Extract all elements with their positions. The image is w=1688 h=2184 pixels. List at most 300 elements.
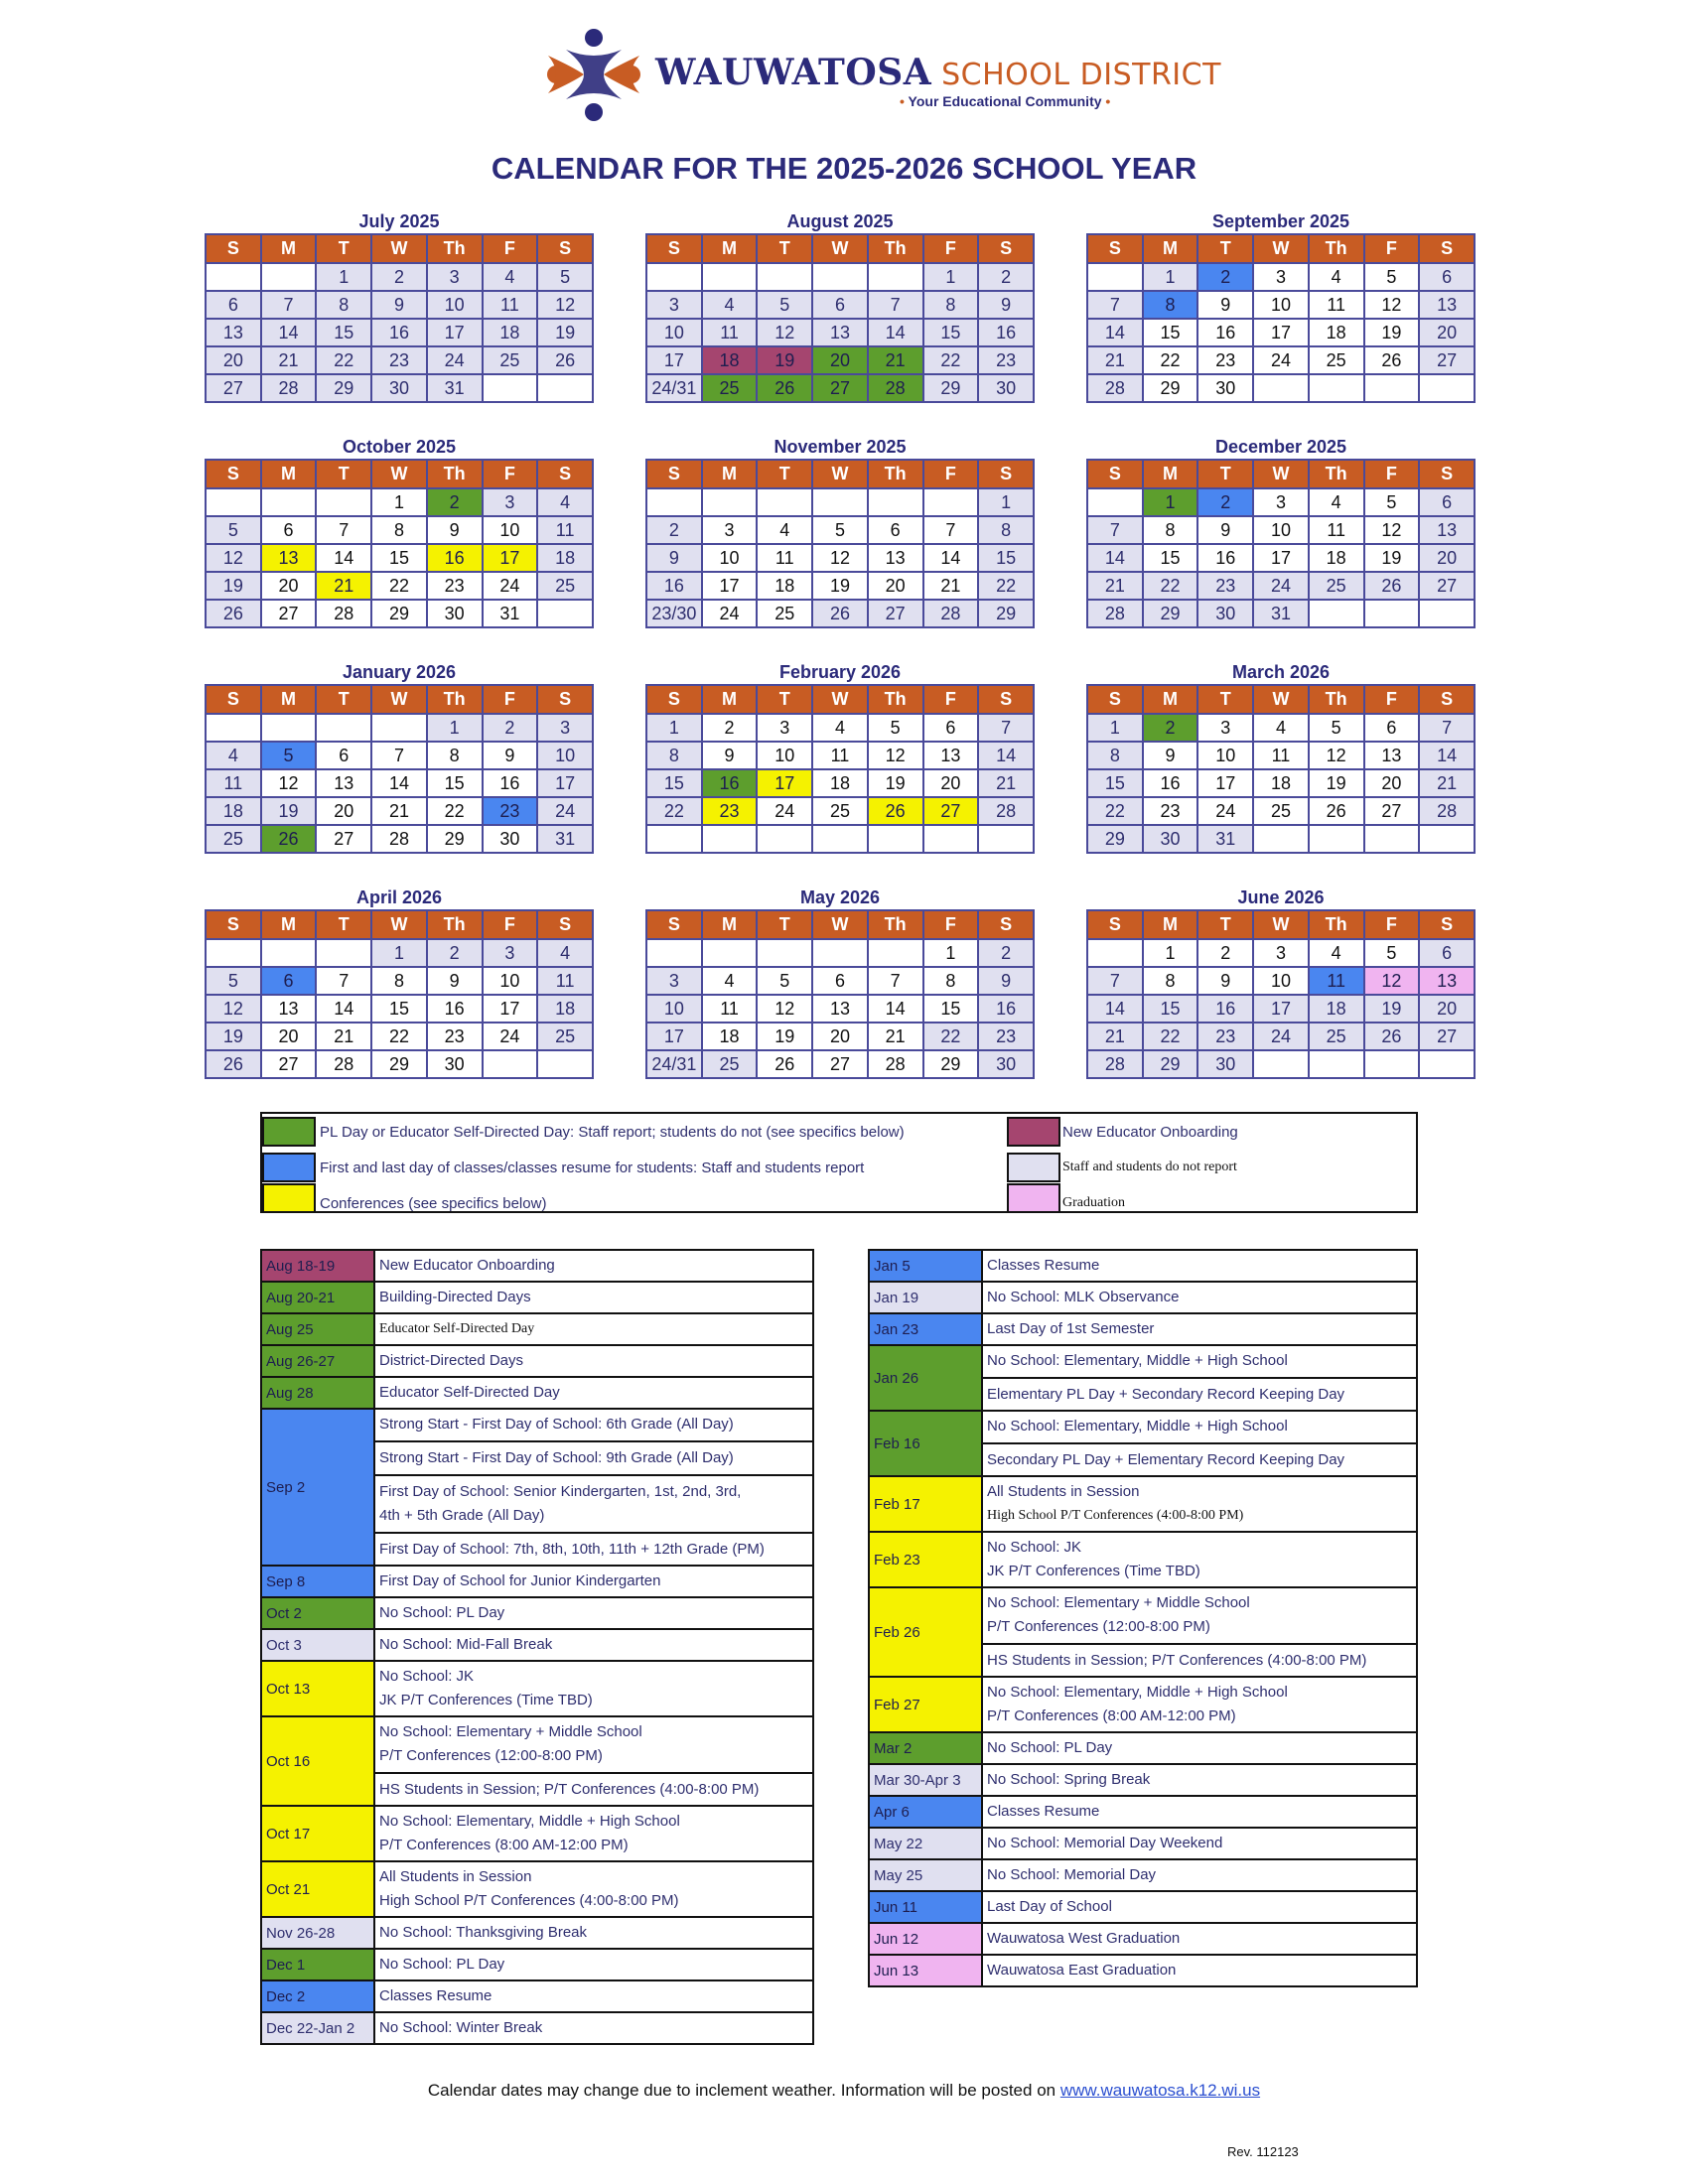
day-cell: 11 <box>702 995 758 1023</box>
day-cell: 22 <box>646 797 702 825</box>
day-cell: 28 <box>1087 374 1143 402</box>
day-cell: 5 <box>1364 488 1420 516</box>
weekday-header: T <box>757 910 812 939</box>
event-date: Oct 17 <box>261 1806 374 1861</box>
day-cell: 15 <box>978 544 1034 572</box>
event-description <box>374 1250 813 1282</box>
weekday-header: W <box>1253 460 1309 488</box>
event-line: No School: Elementary + Middle School <box>987 1594 1250 1611</box>
event-row <box>869 1476 1417 1532</box>
day-cell: 27 <box>261 600 317 627</box>
event-description <box>982 1859 1417 1891</box>
event-line: Wauwatosa West Graduation <box>987 1930 1181 1947</box>
month-calendar <box>1086 209 1476 403</box>
day-cell: 11 <box>537 516 593 544</box>
event-row <box>261 1980 813 2012</box>
weekday-header: F <box>1364 685 1420 714</box>
empty-day-cell <box>1364 825 1420 853</box>
event-date: May 25 <box>869 1859 982 1891</box>
event-line: Wauwatosa East Graduation <box>987 1962 1177 1979</box>
day-cell: 29 <box>371 1050 427 1078</box>
day-cell: 12 <box>757 995 812 1023</box>
weekday-header: W <box>371 234 427 263</box>
weekday-header: S <box>646 460 702 488</box>
event-row <box>261 1716 813 1806</box>
weekday-header: Th <box>868 460 923 488</box>
day-cell: 18 <box>1309 319 1364 346</box>
day-cell: 1 <box>923 263 979 291</box>
month-title: September 2025 <box>1211 211 1350 231</box>
day-cell: 23 <box>371 346 427 374</box>
day-cell: 9 <box>1197 967 1253 995</box>
day-cell: 26 <box>868 797 923 825</box>
event-line: Elementary PL Day + Secondary Record Keeping Day <box>983 1377 1416 1407</box>
day-cell: 1 <box>1087 714 1143 742</box>
legend-swatch <box>1007 1153 1060 1182</box>
event-row <box>261 1409 813 1566</box>
day-cell: 6 <box>1364 714 1420 742</box>
day-cell: 26 <box>812 600 868 627</box>
day-cell: 13 <box>812 995 868 1023</box>
day-cell: 8 <box>427 742 483 769</box>
empty-day-cell <box>868 825 923 853</box>
event-line: No School: Spring Break <box>987 1771 1151 1788</box>
event-date: Jan 5 <box>869 1250 982 1282</box>
empty-day-cell <box>702 488 758 516</box>
event-description <box>982 1732 1417 1764</box>
event-line: No School: PL Day <box>987 1739 1113 1756</box>
weekday-header: S <box>978 234 1034 263</box>
empty-day-cell <box>316 488 371 516</box>
day-cell: 30 <box>978 1050 1034 1078</box>
empty-day-cell <box>923 488 979 516</box>
day-cell: 11 <box>1309 967 1364 995</box>
event-date: Oct 16 <box>261 1716 374 1806</box>
month-calendar <box>205 435 594 628</box>
day-cell: 2 <box>427 488 483 516</box>
day-cell: 29 <box>923 374 979 402</box>
event-description <box>374 1629 813 1661</box>
day-cell: 9 <box>702 742 758 769</box>
day-cell: 2 <box>646 516 702 544</box>
event-row <box>869 1282 1417 1313</box>
day-cell: 25 <box>1309 572 1364 600</box>
day-cell: 31 <box>537 825 593 853</box>
legend-swatch <box>1007 1183 1060 1213</box>
day-cell: 27 <box>812 1050 868 1078</box>
event-line: Strong Start - First Day of School: 6th Grade (All Day) <box>379 1416 734 1433</box>
weekday-header: M <box>702 234 758 263</box>
day-cell: 28 <box>1419 797 1475 825</box>
weekday-header: W <box>812 910 868 939</box>
legend-label: PL Day or Educator Self-Directed Day: Staff report; students do not (see specifics below) <box>320 1124 905 1141</box>
day-cell: 6 <box>1419 488 1475 516</box>
day-cell: 12 <box>1364 516 1420 544</box>
empty-day-cell <box>757 939 812 967</box>
day-cell: 21 <box>316 572 371 600</box>
day-cell: 20 <box>812 346 868 374</box>
day-cell: 10 <box>702 544 758 572</box>
district-logo-mark-icon <box>544 28 643 122</box>
day-cell: 22 <box>923 346 979 374</box>
day-cell: 29 <box>1143 600 1198 627</box>
footer-note: Calendar dates may change due to inclement weather. Information will be posted on www.wauwatosa.k12.wi.us <box>427 2081 1261 2100</box>
day-cell: 14 <box>978 742 1034 769</box>
day-cell: 12 <box>206 995 261 1023</box>
weekday-header: W <box>812 685 868 714</box>
day-cell: 22 <box>923 1023 979 1050</box>
day-cell: 21 <box>1087 572 1143 600</box>
weekday-header: W <box>1253 234 1309 263</box>
event-date: Jan 23 <box>869 1313 982 1345</box>
day-cell: 2 <box>1143 714 1198 742</box>
month-calendar <box>205 886 594 1079</box>
day-cell: 19 <box>1364 995 1420 1023</box>
day-cell: 16 <box>427 544 483 572</box>
event-row <box>869 1411 1417 1476</box>
day-cell: 13 <box>1419 516 1475 544</box>
day-cell: 28 <box>261 374 317 402</box>
district-website-link[interactable]: www.wauwatosa.k12.wi.us <box>1059 2081 1261 2100</box>
event-date: Feb 27 <box>869 1677 982 1732</box>
empty-day-cell <box>646 939 702 967</box>
day-cell: 2 <box>1197 939 1253 967</box>
day-cell: 5 <box>206 967 261 995</box>
day-cell: 11 <box>483 291 538 319</box>
district-name: WAUWATOSA SCHOOL DISTRICT <box>655 52 1221 93</box>
day-cell: 19 <box>261 797 317 825</box>
empty-day-cell <box>1253 1050 1309 1078</box>
legend-label: Conferences (see specifics below) <box>320 1195 547 1212</box>
event-date: Jan 26 <box>869 1345 982 1411</box>
weekday-header: S <box>978 685 1034 714</box>
day-cell: 28 <box>923 600 979 627</box>
weekday-header: Th <box>868 234 923 263</box>
event-date: Feb 16 <box>869 1411 982 1476</box>
day-cell: 17 <box>483 995 538 1023</box>
event-description <box>374 1313 813 1345</box>
weekday-header: T <box>757 685 812 714</box>
day-cell: 1 <box>1143 488 1198 516</box>
day-cell: 25 <box>1253 797 1309 825</box>
event-row <box>261 1377 813 1409</box>
day-cell: 10 <box>537 742 593 769</box>
day-cell: 8 <box>1087 742 1143 769</box>
day-cell: 24/31 <box>646 1050 702 1078</box>
day-cell: 22 <box>371 1023 427 1050</box>
day-cell: 5 <box>1309 714 1364 742</box>
event-date: Aug 20-21 <box>261 1282 374 1313</box>
day-cell: 18 <box>537 995 593 1023</box>
empty-day-cell <box>978 825 1034 853</box>
day-cell: 18 <box>702 346 758 374</box>
event-row <box>869 1764 1417 1796</box>
empty-day-cell <box>483 374 538 402</box>
weekday-header: W <box>371 460 427 488</box>
day-cell: 21 <box>868 1023 923 1050</box>
day-cell: 15 <box>923 319 979 346</box>
event-line: No School: Memorial Day Weekend <box>987 1835 1223 1851</box>
weekday-header: T <box>1197 460 1253 488</box>
event-line: First Day of School for Junior Kindergarten <box>379 1572 661 1589</box>
day-cell: 6 <box>812 967 868 995</box>
event-row <box>261 1661 813 1716</box>
day-cell: 7 <box>978 714 1034 742</box>
day-cell: 14 <box>316 544 371 572</box>
day-cell: 13 <box>923 742 979 769</box>
day-cell: 28 <box>1087 600 1143 627</box>
day-cell: 30 <box>427 1050 483 1078</box>
month-title: November 2025 <box>774 437 907 457</box>
empty-day-cell <box>868 488 923 516</box>
empty-day-cell <box>1364 1050 1420 1078</box>
day-cell: 6 <box>868 516 923 544</box>
event-row <box>869 1345 1417 1411</box>
empty-day-cell <box>1419 1050 1475 1078</box>
day-cell: 14 <box>868 995 923 1023</box>
day-cell: 8 <box>371 967 427 995</box>
empty-day-cell <box>261 488 317 516</box>
events-table-right <box>868 1249 1418 1987</box>
day-cell: 19 <box>1364 544 1420 572</box>
event-line: No School: Elementary, Middle + High School <box>379 1813 680 1830</box>
day-cell: 29 <box>371 600 427 627</box>
day-cell: 29 <box>978 600 1034 627</box>
day-cell: 13 <box>316 769 371 797</box>
day-cell: 15 <box>1143 544 1198 572</box>
weekday-header: M <box>1143 685 1198 714</box>
event-line: High School P/T Conferences (4:00-8:00 PM) <box>379 1892 679 1909</box>
day-cell: 17 <box>1253 544 1309 572</box>
day-cell: 29 <box>923 1050 979 1078</box>
weekday-header: F <box>483 234 538 263</box>
day-cell: 23 <box>978 1023 1034 1050</box>
weekday-header: T <box>1197 234 1253 263</box>
day-cell: 4 <box>1253 714 1309 742</box>
empty-day-cell <box>371 714 427 742</box>
event-line: High School P/T Conferences (4:00-8:00 PM) <box>987 1508 1244 1523</box>
day-cell: 31 <box>427 374 483 402</box>
day-cell: 31 <box>483 600 538 627</box>
weekday-header: S <box>1087 910 1143 939</box>
empty-day-cell <box>812 825 868 853</box>
weekday-header: S <box>537 910 593 939</box>
day-cell: 8 <box>1143 291 1198 319</box>
day-cell: 28 <box>316 1050 371 1078</box>
event-description <box>982 1476 1417 1532</box>
event-date: Mar 30-Apr 3 <box>869 1764 982 1796</box>
day-cell: 8 <box>923 291 979 319</box>
day-cell: 3 <box>1253 263 1309 291</box>
empty-day-cell <box>1309 374 1364 402</box>
event-line: New Educator Onboarding <box>379 1257 555 1274</box>
month-title: July 2025 <box>358 211 440 231</box>
day-cell: 26 <box>1364 346 1420 374</box>
empty-day-cell <box>812 263 868 291</box>
event-line: No School: PL Day <box>379 1604 505 1621</box>
day-cell: 17 <box>646 1023 702 1050</box>
day-cell: 27 <box>1419 572 1475 600</box>
legend-label: First and last day of classes/classes resume for students: Staff and students report <box>320 1160 865 1176</box>
day-cell: 17 <box>537 769 593 797</box>
day-cell: 12 <box>1364 291 1420 319</box>
day-cell: 4 <box>1309 939 1364 967</box>
day-cell: 15 <box>1143 995 1198 1023</box>
event-row <box>869 1587 1417 1677</box>
event-line: No School: Elementary, Middle + High School <box>987 1352 1288 1369</box>
empty-day-cell <box>537 374 593 402</box>
day-cell: 17 <box>1253 319 1309 346</box>
weekday-header: T <box>757 234 812 263</box>
day-cell: 11 <box>1309 516 1364 544</box>
event-date: Oct 2 <box>261 1597 374 1629</box>
day-cell: 8 <box>316 291 371 319</box>
weekday-header: T <box>316 685 371 714</box>
legend-label: Graduation <box>1062 1195 1125 1210</box>
day-cell: 25 <box>702 374 758 402</box>
day-cell: 31 <box>1197 825 1253 853</box>
event-date: Feb 17 <box>869 1476 982 1532</box>
day-cell: 27 <box>812 374 868 402</box>
weekday-header: W <box>371 910 427 939</box>
event-line: No School: JK <box>987 1539 1082 1556</box>
empty-day-cell <box>1253 374 1309 402</box>
day-cell: 13 <box>812 319 868 346</box>
event-date: Jun 11 <box>869 1891 982 1923</box>
day-cell: 15 <box>371 995 427 1023</box>
day-cell: 12 <box>261 769 317 797</box>
day-cell: 2 <box>371 263 427 291</box>
day-cell: 26 <box>206 1050 261 1078</box>
day-cell: 26 <box>1364 572 1420 600</box>
weekday-header: Th <box>1309 685 1364 714</box>
event-line: All Students in Session <box>379 1868 532 1885</box>
event-line: No School: PL Day <box>379 1956 505 1973</box>
event-line: Educator Self-Directed Day <box>379 1321 535 1336</box>
day-cell: 14 <box>1419 742 1475 769</box>
weekday-header: W <box>1253 910 1309 939</box>
event-line: 4th + 5th Grade (All Day) <box>379 1507 545 1524</box>
event-description <box>982 1282 1417 1313</box>
day-cell: 4 <box>537 488 593 516</box>
empty-day-cell <box>261 939 317 967</box>
day-cell: 28 <box>371 825 427 853</box>
day-cell: 15 <box>646 769 702 797</box>
event-date: Feb 26 <box>869 1587 982 1677</box>
day-cell: 22 <box>1143 346 1198 374</box>
day-cell: 19 <box>1309 769 1364 797</box>
day-cell: 30 <box>1197 600 1253 627</box>
day-cell: 6 <box>316 742 371 769</box>
day-cell: 11 <box>537 967 593 995</box>
day-cell: 3 <box>483 488 538 516</box>
event-line: No School: MLK Observance <box>987 1289 1180 1305</box>
day-cell: 18 <box>702 1023 758 1050</box>
day-cell: 1 <box>316 263 371 291</box>
day-cell: 26 <box>1309 797 1364 825</box>
day-cell: 20 <box>1419 544 1475 572</box>
weekday-header: S <box>1087 234 1143 263</box>
month-title: March 2026 <box>1231 662 1331 682</box>
empty-day-cell <box>316 714 371 742</box>
day-cell: 23 <box>483 797 538 825</box>
day-cell: 25 <box>812 797 868 825</box>
day-cell: 11 <box>1253 742 1309 769</box>
empty-day-cell <box>206 939 261 967</box>
day-cell: 24/31 <box>646 374 702 402</box>
day-cell: 1 <box>1143 939 1198 967</box>
day-cell: 26 <box>261 825 317 853</box>
event-row <box>261 1597 813 1629</box>
event-line: District-Directed Days <box>379 1352 524 1369</box>
weekday-header: S <box>1419 910 1475 939</box>
weekday-header: F <box>1364 460 1420 488</box>
empty-day-cell <box>1419 600 1475 627</box>
legend-swatch <box>262 1183 316 1213</box>
weekday-header: S <box>1419 460 1475 488</box>
day-cell: 20 <box>1419 995 1475 1023</box>
day-cell: 18 <box>537 544 593 572</box>
day-cell: 3 <box>646 291 702 319</box>
empty-day-cell <box>1087 939 1143 967</box>
day-cell: 10 <box>646 319 702 346</box>
day-cell: 22 <box>978 572 1034 600</box>
day-cell: 3 <box>1253 488 1309 516</box>
weekday-header: S <box>537 234 593 263</box>
day-cell: 11 <box>812 742 868 769</box>
month-calendar <box>205 660 594 854</box>
weekday-header: S <box>1419 685 1475 714</box>
day-cell: 4 <box>1309 488 1364 516</box>
day-cell: 16 <box>483 769 538 797</box>
event-row <box>869 1859 1417 1891</box>
weekday-header: T <box>757 460 812 488</box>
event-row <box>869 1923 1417 1955</box>
weekday-header: F <box>923 460 979 488</box>
event-description <box>374 1949 813 1980</box>
event-line: Last Day of 1st Semester <box>987 1320 1155 1337</box>
day-cell: 7 <box>868 967 923 995</box>
day-cell: 25 <box>757 600 812 627</box>
day-cell: 24 <box>1253 572 1309 600</box>
event-line: P/T Conferences (12:00-8:00 PM) <box>379 1747 603 1764</box>
day-cell: 5 <box>206 516 261 544</box>
weekday-header: F <box>1364 910 1420 939</box>
day-cell: 29 <box>1143 374 1198 402</box>
day-cell: 4 <box>812 714 868 742</box>
day-cell: 25 <box>1309 1023 1364 1050</box>
day-cell: 22 <box>1143 1023 1198 1050</box>
event-row <box>261 1629 813 1661</box>
day-cell: 10 <box>483 967 538 995</box>
day-cell: 1 <box>978 488 1034 516</box>
event-line: No School: Elementary, Middle + High School <box>987 1684 1288 1701</box>
day-cell: 9 <box>371 291 427 319</box>
weekday-header: Th <box>1309 234 1364 263</box>
weekday-header: Th <box>868 685 923 714</box>
event-date: Apr 6 <box>869 1796 982 1828</box>
day-cell: 10 <box>1253 291 1309 319</box>
day-cell: 3 <box>1197 714 1253 742</box>
day-cell: 29 <box>1087 825 1143 853</box>
day-cell: 3 <box>757 714 812 742</box>
day-cell: 8 <box>1143 967 1198 995</box>
weekday-header: W <box>812 234 868 263</box>
day-cell: 23 <box>1197 1023 1253 1050</box>
month-calendar <box>205 209 594 403</box>
event-date: May 22 <box>869 1828 982 1859</box>
day-cell: 16 <box>978 319 1034 346</box>
